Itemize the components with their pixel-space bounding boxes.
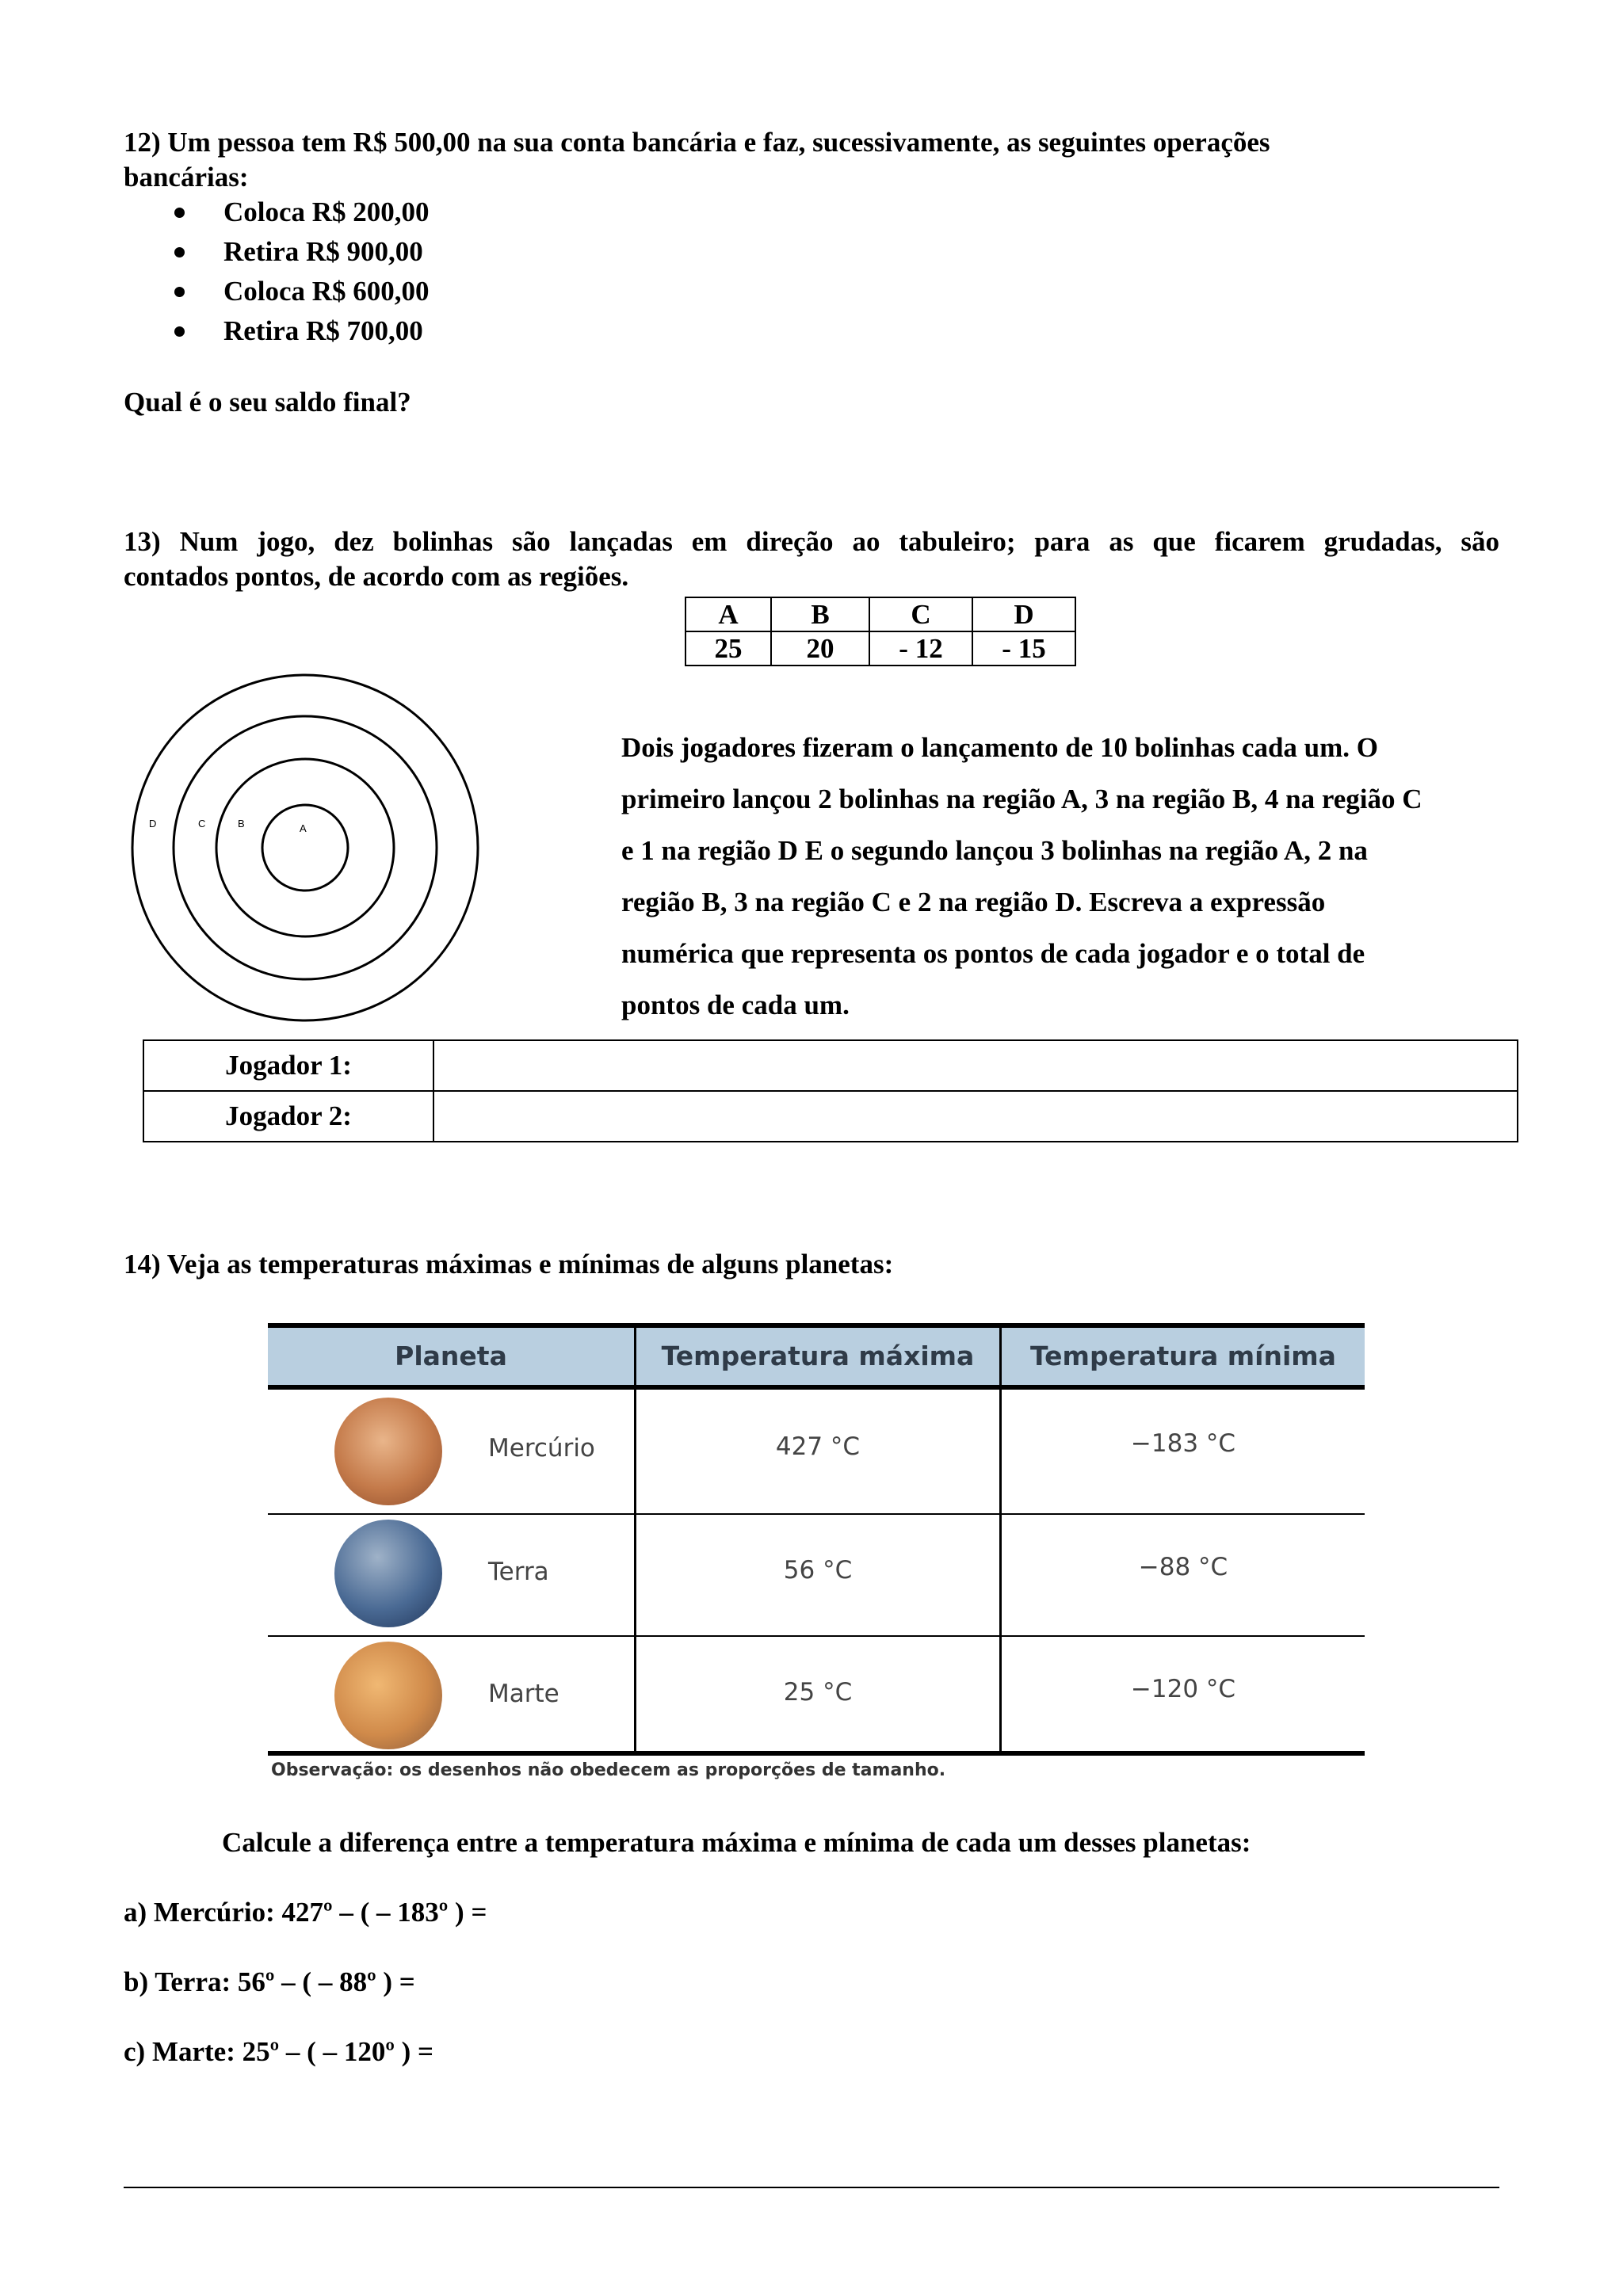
player-label: Jogador 2: <box>143 1091 433 1142</box>
planet-name: Marte <box>488 1680 559 1708</box>
word: as <box>1109 526 1134 557</box>
row-divider <box>268 1635 1365 1637</box>
word: lançadas <box>569 526 673 557</box>
q13-statement-line1 <box>124 524 1499 559</box>
header-planet: Planeta <box>268 1328 634 1385</box>
word: bolinhas <box>392 526 494 557</box>
table-header-cell: C <box>869 597 972 631</box>
list-item <box>170 235 430 274</box>
word: ficarem <box>1214 526 1305 557</box>
table-row <box>143 1040 1518 1091</box>
player-answer-field[interactable] <box>433 1040 1518 1091</box>
region-label-a: A <box>300 822 307 834</box>
q13-paragraph-line: primeiro lançou 2 bolinhas na região A, 3 na região B, 4 na região C <box>621 784 1423 814</box>
bullet-icon <box>174 247 185 257</box>
ring-c <box>174 716 437 979</box>
q13-statement-line2: contados pontos, de acordo com as regiões. <box>124 561 629 592</box>
ring-a <box>262 805 348 891</box>
points-table <box>685 597 1076 666</box>
region-label-c: C <box>198 818 206 830</box>
table-header-cell: A <box>685 597 771 631</box>
table-row <box>685 597 1075 631</box>
q12-statement-line2: bancárias: <box>124 162 249 193</box>
q13-paragraph-line: Dois jogadores fizeram o lançamento de 10 bolinhas cada um. O <box>621 732 1379 763</box>
word: em <box>691 526 727 557</box>
planet-name: Mercúrio <box>488 1434 595 1463</box>
word: que <box>1152 526 1196 557</box>
q14-title: 14) Veja as temperaturas máximas e mínimas de alguns planetas: <box>124 1249 894 1280</box>
word: são <box>1461 526 1499 557</box>
header-min-temp: Temperatura mínima <box>1002 1328 1365 1385</box>
table-bottom-rule <box>268 1751 1365 1756</box>
max-temp-value: 56 °C <box>783 1556 853 1585</box>
table-cell: - 15 <box>972 631 1075 666</box>
earth-image <box>334 1520 442 1627</box>
bullet-icon <box>174 208 185 218</box>
table-row <box>143 1091 1518 1142</box>
word: jogo, <box>257 526 315 557</box>
q13-paragraph-line: numérica que representa os pontos de cada jogador e o total de <box>621 938 1365 969</box>
q12-operations-list <box>170 195 430 353</box>
q13-paragraph-line: pontos de cada um. <box>621 990 850 1020</box>
bullet-icon <box>174 287 185 297</box>
q14-item-b: b) Terra: 56º – ( – 88º ) = <box>124 1966 415 1997</box>
table-header-cell: B <box>771 597 869 631</box>
mercury-image <box>334 1398 442 1505</box>
region-label-b: B <box>238 818 245 830</box>
table-cell: 20 <box>771 631 869 666</box>
players-answer-table <box>143 1039 1518 1142</box>
table-header-cell: D <box>972 597 1075 631</box>
list-item <box>170 274 430 314</box>
operation-label: Coloca R$ 200,00 <box>223 196 430 227</box>
q14-instruction: Calcule a diferença entre a temperatura máxima e mínima de cada um desses planetas: <box>222 1827 1251 1858</box>
operation-label: Coloca R$ 600,00 <box>223 276 430 307</box>
word: dez <box>334 526 374 557</box>
word: direção <box>746 526 834 557</box>
max-temp-value: 427 °C <box>775 1432 861 1461</box>
bullet-icon <box>174 326 185 337</box>
table-cell: - 12 <box>869 631 972 666</box>
footer-rule <box>124 2187 1499 2188</box>
player-label: Jogador 1: <box>143 1040 433 1091</box>
player-answer-field[interactable] <box>433 1091 1518 1142</box>
q13-paragraph-line: e 1 na região D E o segundo lançou 3 bolinhas na região A, 2 na <box>621 835 1368 866</box>
operation-label: Retira R$ 900,00 <box>223 236 423 267</box>
word: grudadas, <box>1323 526 1442 557</box>
q13-paragraph-line: região B, 3 na região C e 2 na região D. Escreva a expressão <box>621 887 1326 917</box>
header-bottom-rule <box>268 1385 1365 1390</box>
min-temp-value: −183 °C <box>1130 1429 1236 1458</box>
q14-item-c: c) Marte: 25º – ( – 120º ) = <box>124 2036 433 2067</box>
operation-label: Retira R$ 700,00 <box>223 315 423 346</box>
min-temp-value: −120 °C <box>1130 1675 1236 1703</box>
mars-image <box>334 1642 442 1749</box>
header-max-temp: Temperatura máxima <box>636 1328 999 1385</box>
q12-question: Qual é o seu saldo final? <box>124 387 411 418</box>
max-temp-value: 25 °C <box>783 1678 853 1707</box>
table-note: Observação: os desenhos não obedecem as proporções de tamanho. <box>271 1760 946 1780</box>
word: tabuleiro; <box>899 526 1016 557</box>
planet-temperature-table <box>268 1315 1365 1787</box>
table-cell: 25 <box>685 631 771 666</box>
list-item <box>170 314 430 353</box>
word: para <box>1034 526 1090 557</box>
word: 13) <box>124 526 161 557</box>
word: são <box>512 526 551 557</box>
row-divider <box>268 1513 1365 1515</box>
target-board <box>119 658 491 1022</box>
list-item <box>170 195 430 235</box>
q14-item-a: a) Mercúrio: 427º – ( – 183º ) = <box>124 1897 487 1928</box>
ring-b <box>216 759 394 936</box>
region-label-d: D <box>149 818 157 830</box>
word: Num <box>179 526 239 557</box>
q12-statement-line1: 12) Um pessoa tem R$ 500,00 na sua conta bancária e faz, sucessivamente, as seguintes operações <box>124 127 1270 158</box>
table-row <box>685 631 1075 666</box>
ring-d <box>132 675 478 1020</box>
planet-name: Terra <box>488 1558 549 1586</box>
word: ao <box>852 526 880 557</box>
min-temp-value: −88 °C <box>1138 1553 1228 1581</box>
